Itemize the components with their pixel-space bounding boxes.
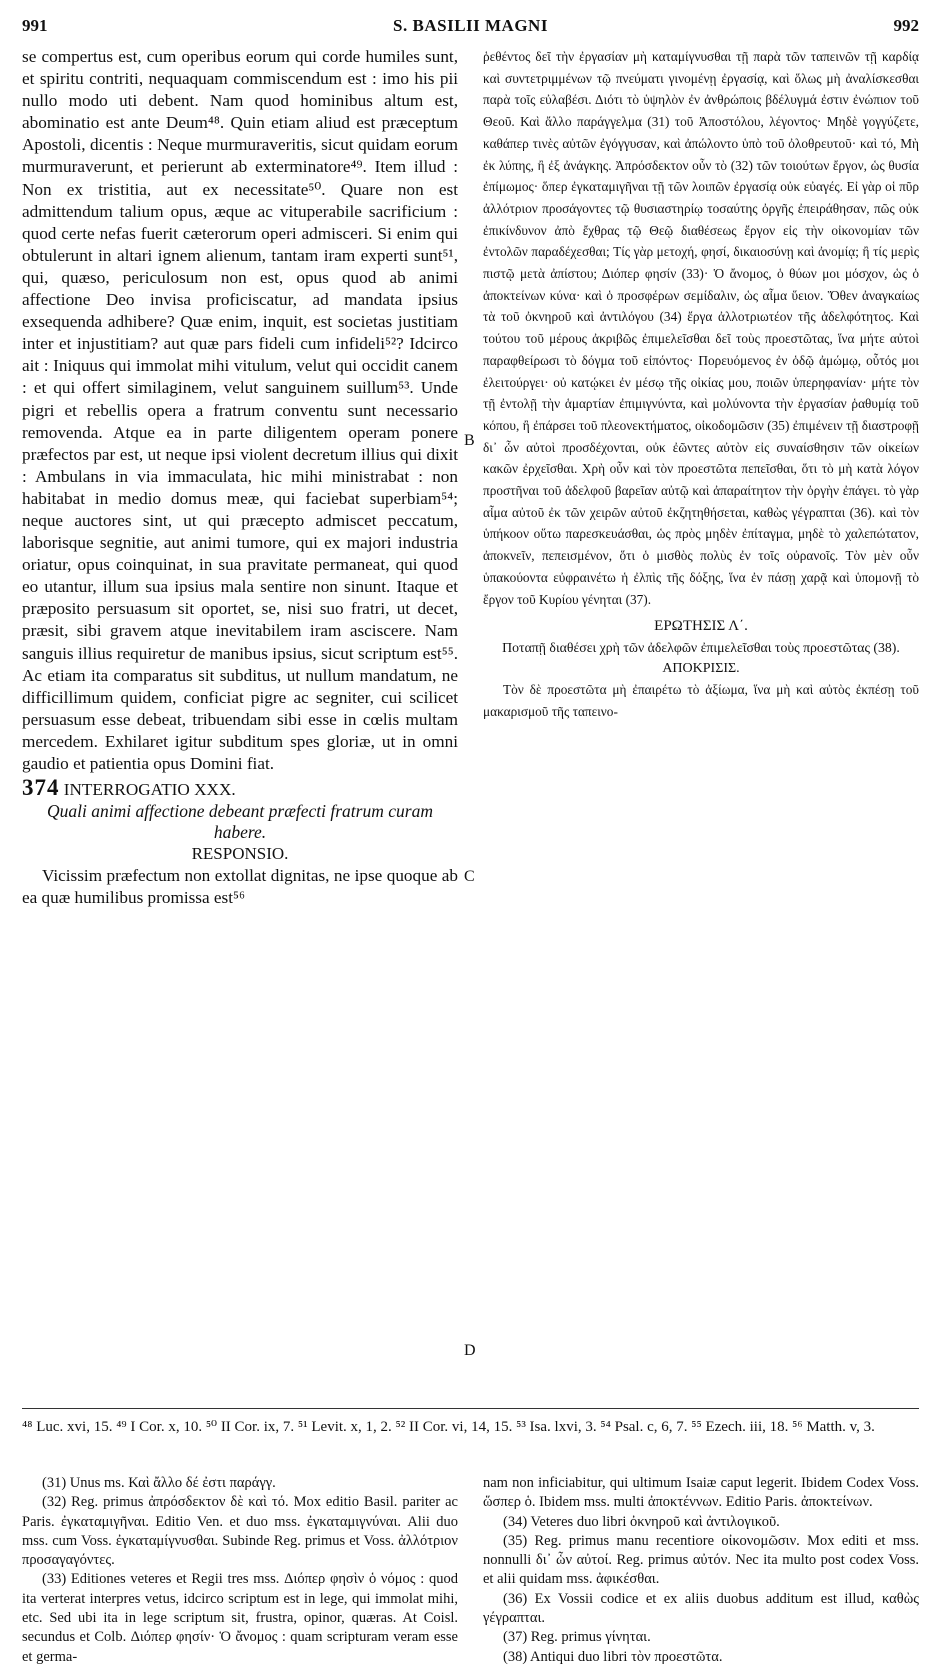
margin-letter-c: C xyxy=(464,868,475,885)
note-item: (32) Reg. primus ἀπρόσδεκτον δὲ καὶ τό. Mox editio Basil. pariter ac Paris. ἐγκαταμιγῆναι. Editio Ven. et duo mss. ἐγκαταμιγνύναι. Alii duo mss. cum Voss. ἐγκαταμίγνυσθαι. Subinde Reg. primus et Voss. ἀλλότριον προσαγαγόντες. xyxy=(22,1494,458,1569)
scripture-references: ⁴⁸ Luc. xvi, 15. ⁴⁹ I Cor. x, 10. ⁵⁰ II Cor. ix, 7. ⁵¹ Levit. x, 1, 2. ⁵² II Cor. vi, 14, 15. ⁵³ Isa. lxvi, 3. ⁵⁴ Psal. c, 6, 7. ⁵⁵ Ezech. iii, 18. ⁵⁶ Matth. v, 3. xyxy=(22,1419,875,1435)
note-item: (31) Unus ms. Καὶ ἄλλο δέ ἐστι παράγγ. xyxy=(42,1475,276,1491)
note-item: (36) Ex Vossii codice et ex aliis duobus additum est illud, καθὼς γέγραπται. xyxy=(483,1590,919,1627)
notes-left xyxy=(22,1474,458,1667)
note-item: (38) Antiqui duo libri τὸν προεστῶτα. xyxy=(503,1648,723,1665)
note-item: (34) Veteres duo libri ὀκνηροῦ καὶ ἀντιλογικοῦ. xyxy=(503,1513,780,1530)
greek-question: Ποταπῇ διαθέσει χρὴ τῶν ἀδελφῶν ἐπιμελεῖσθαι τοὺς προεστῶτας (38). xyxy=(502,640,900,656)
latin-section-heading xyxy=(22,777,458,801)
page-header xyxy=(22,16,919,40)
margin-letter-b: B xyxy=(464,432,475,449)
reference-divider xyxy=(22,1408,919,1409)
note-item: (35) Reg. primus manu recentiore οἰκονομῶσιν. Mox editi et mss. nonnulli δι᾽ ὧν αὐτοί. Reg. primus αὐτόν. Nec ita multo post codex Voss. et alii quidam mss. ἀφικέσθαι. xyxy=(483,1532,919,1588)
greek-column xyxy=(483,46,919,723)
page-number-left: 991 xyxy=(22,16,48,35)
latin-column xyxy=(22,46,458,909)
greek-response-text: Τὸν δὲ προεστῶτα μὴ ἐπαιρέτω τὸ ἀξίωμα, ἵνα μὴ καὶ αὐτὸς ἐκπέσῃ τοῦ μακαρισμοῦ τῆς ταπεινο- xyxy=(483,682,919,719)
page-number-right: 992 xyxy=(893,16,919,35)
section-number: 374 xyxy=(22,775,60,801)
latin-question: Quali animi affectione debeant præfecti fratrum curam habere. xyxy=(47,801,433,843)
greek-paragraph: ῥεθέντος δεῖ τὴν ἐργασίαν μὴ καταμίγνυσθαι τῇ παρὰ τῶν ταπεινῶν τῇ καρδίᾳ καὶ συντετριμμένων τῷ πνεύματι γινομένῃ ἐργασίᾳ, καὶ ὅλως μὴ ἀναλίσκεσθαι παρὰ τοῖς εὐλαβέσι. Διότι τὸ ὑψηλὸν ἐν ἀνθρώποις βδέλυγμά ἐστιν ἐνώπιον τοῦ Θεοῦ. Καὶ ἄλλο παράγγελμα (31) τοῦ Ἀποστόλου, λέγοντος· Μηδὲ γογγύζετε, καθάπερ τινὲς αὐτῶν ἐγόγγυσαν, καὶ ἀπώλοντο ὑπὸ τοῦ ὀλοθρευτοῦ· καὶ τό, Μὴ ἐκ λύπης, ἢ ἐξ ἀνάγκης. Ἀπρόσδεκτον οὖν τὸ (32) τῶν τοιούτων ἔργον, ὡς θυσία ἐπίμωμος· ὅπερ ἐγκαταμιγῆναι τῇ τῶν λοιπῶν ἐργασίᾳ οὐκ εὐαγές. Εἰ γὰρ οἱ πῦρ ἀλλότριον προσάγοντες τῷ θυσιαστηρίῳ τοσαύτης ὀργῆς ἐπειράθησαν, πῶς οὐκ ἐπικίνδυνον ἀπὸ ἔχθρας τῷ Θεῷ διαθέσεως ἔργον εἰς τὴν οἰκονομίαν τῶν ἐντολῶν παραδέχεσθαι; Τίς γὰρ μετοχή, φησί, δικαιοσύνῃ καὶ ἀνομίᾳ; ἢ τίς μερὶς πιστῷ μετὰ ἀπίστου; Διόπερ φησίν (33)· Ὁ ἄνομος, ὁ θύων μοι μόσχον, ὡς ὁ ἀποκτείνων κύνα· καὶ ὁ προσφέρων σεμίδαλιν, ὡς αἷμα ὕειον. Ὅθεν ἀναγκαίως τὰ τοῦ ὀκνηροῦ καὶ ἀντιλόγου (34) ἔργα ἀλλοτριωτέον τῆς ἀδελφότητος. Καὶ τούτου τοῦ μέρους ἀκριβῶς ἐπιμελεῖσθαι δεῖ τοὺς προεστῶτας, ἵνα μήτε αὐτοὶ παραφθείρωσι τὸ δόγμα τοῦ εἰπόντος· Πορευόμενος ἐν ὁδῷ ἀμώμῳ, οὗτός μοι ἐλειτούργει· οὐ κατῴκει ἐν μέσῳ τῆς οἰκίας μου, ποιῶν ὑπερηφανίαν· μήτε τὸν τῇ ἐντολῇ τὴν ἁμαρτίαν ἐπιμιγνύντα, καὶ μολύνοντα τὴν ἐργασίαν ῥαθυμίᾳ τοῦ κόπου, ἢ ἐπάρσει τοῦ πλεονεκτήματος, οἰκοδομῶσιν (35) ἐπιμένειν τῇ διαστροφῇ δι᾽ ὧν αὐτοὶ προσδέχονται, οὐκ ἐῶντες αὐτὸν εἰς συναίσθησιν τῶν οἰκείων κακῶν ἐρχεῖσθαι. Χρὴ οὖν καὶ τὸν προεστῶτα πεπεῖσθαι, ὅτι τὸ μὴ κατὰ λόγον προστῆναι τοῦ ἀδελφοῦ βαρεῖαν αὐτῷ καὶ ἀπαραίτητον τὴν ὀργὴν ἐπάγει. τὸ γὰρ αἷμα αὐτοῦ ἐκ τῶν χειρῶν αὐτοῦ ἐκζητηθήσεται, καθὼς γέγραπται (36). καὶ τὸν ὑπήκοον οὕτω παρεσκευάσθαι, ὡς πρὸς μηδὲν ἐπίταγμα, μηδὲ τὸ χαλεπώτατον, ἀποκνεῖν, πεπεισμένον, ὅτι ὁ μισθὸς πολὺς ἐν τοῖς οὐρανοῖς. Τὸν μὲν οὖν ὑπακούοντα εὐφραινέτω ἡ ἐλπὶς τῆς δόξης, ἵνα ἐν πάσῃ χαρᾷ καὶ ὑπομονῇ τὸ ἔργον τοῦ Κυρίου γένηται (37). xyxy=(483,49,919,607)
latin-response-label: RESPONSIO. xyxy=(191,844,289,864)
margin-letter-d: D xyxy=(464,1342,476,1359)
greek-section-heading: ΕΡΩΤΗΣΙΣ Λ΄. xyxy=(654,618,748,635)
notes-right xyxy=(483,1474,919,1667)
note-item: (33) Editiones veteres et Regii tres mss. Διόπερ φησὶν ὁ νόμος : quod ita verterat interpres vetus, idcirco scriptum est in lege, qui immolat mihi, etc. Sed ubi ita in lege scriptum sit, frustra, opinor, quæras. At Coisl. secundus et Colb. Διόπερ φησίν· Ὁ ἄνομος : quam scripturam veram esse et germa- xyxy=(22,1571,458,1665)
greek-response-label: ΑΠΟΚΡΙΣΙΣ. xyxy=(662,661,740,677)
note-item: (37) Reg. primus γίνηται. xyxy=(503,1629,651,1646)
interrogatio-label: INTERROGATIO XXX. xyxy=(63,780,236,800)
note-item: nam non inficiabitur, qui ultimum Isaiæ caput legerit. Ibidem Codex Voss. ὥσπερ ὁ. Ibidem mss. multi ἀποκτέννων. Editio Paris. ἀποκτείνων. xyxy=(483,1475,919,1511)
latin-paragraph: se compertus est, cum operibus eorum qui corde humiles sunt, et spiritu contriti, nequaquam commiscendum est : imo his pii nullo modo uti debent. Nam quod hominibus altum est, abominatio est ante Deum⁴⁸. Quin etiam aliud est præceptum Apostoli, dicentis : Neque murmuraveritis, sicut quidam eorum murmuraverunt, et perierunt ab exterminatore⁴⁹. Item illud : Non ex tristitia, aut ex necessitate⁵⁰. Quare non est admittendum talium opus, æque ac vituperabile sacrificium : quod certe nefas fuerit cæterorum operi admisceri. Si enim qui obtulerunt in altari ignem alienum, tantam iram experti sunt⁵¹, qui, quæso, periculosum non est, opus quod ab animi affectione Deo invisa proficiscatur, ad mandata ipsius exsequenda adhibere? Quæ enim, inquit, est societas justitiam inter et injustitiam? aut quæ pars fideli cum infideli⁵²? Idcirco ait : Iniquus qui immolat mihi vitulum, velut qui occidit canem : et qui offert similaginem, velut sanguinem suillum⁵³. Unde pigri et rebellis opera a fratrum conventu sunt necessario removenda. Atque ea in parte diligentem operam ponere præfectos par est, ut neque ipsi violent decretum illius qui dixit : Ambulans in via immaculata, hic mihi ministrabat : non habitabat in medio domus meæ, qui faciebat superbiam⁵⁴; neque auctores sint, ut qui præcepto admiscet peccatum, laborisque segnitie, aut animi tumore, qui ex majori industria oriatur, opus coinquinat, in sua pravitate permaneat, qui quod eo utantur, illum sua ipsius mala sentire non sinunt. Itaque et præposito persuasum sit oportet, se, nisi suo fratri, ut decet, præsit, sibi gravem atque inevitabilem iram asciscere. Nam sanguis illius requiretur de manibus ipsius, sicut scriptum est⁵⁵. Ac etiam ita comparatus sit subditus, ut nullum mandatum, ne difficillimum quidem, conficiat pigre ac segniter, cui scilicet persuasum esse debeat, tribuendam sibi esse in cœlis multam mercedem. Exhilaret igitur subditum spes gloriæ, ut in omni gaudio et patientia opus Domini fiat. xyxy=(22,47,458,773)
running-title: S. BASILII MAGNI xyxy=(393,16,548,35)
latin-response-text: Vicissim præfectum non extollat dignitas, ne ipse quoque ab ea quæ humilibus promissa est⁵⁶ xyxy=(22,866,458,908)
